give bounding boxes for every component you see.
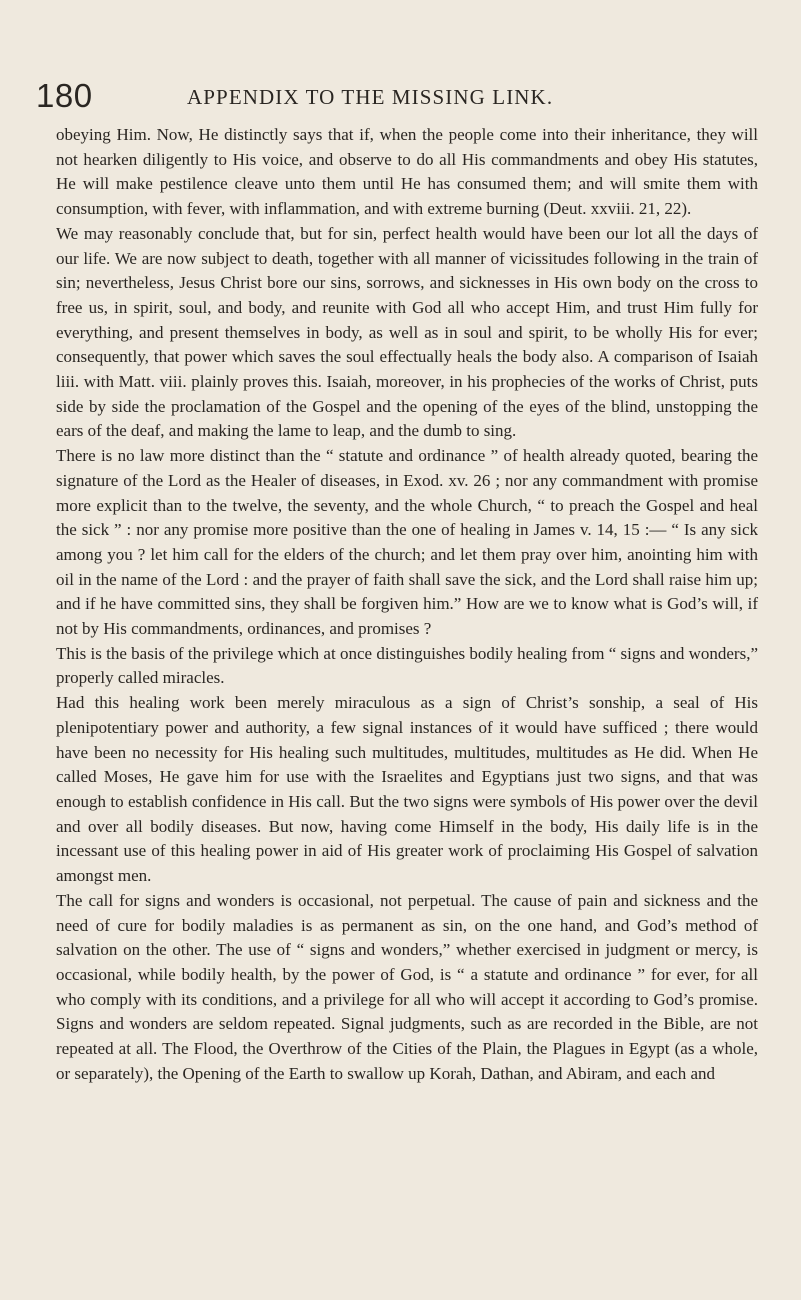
- paragraph: There is no law more distinct than the “ statute and ordinance ” of health already quoted, bearing the signature of the Lord as the Healer of diseases, in Exod. xv. 26 ; nor any commandment with promise more explicit than to the twelve, the seventy, and the whole Church, “ to preach the Gospel and heal the sick ” : nor any promise more positive than the one of healing in James v. 14, 15 :— “ Is any sick among you ? let him call for the elders of the church; and let them pray over him, anointing him with oil in the name of the Lord : and the prayer of faith shall save the sick, and the Lord shall raise him up; and if he have committed sins, they shall be forgiven him.” How are we to know what is God’s will, if not by His commandments, ordinances, and promises ?: [56, 446, 758, 639]
- paragraph: obeying Him. Now, He distinctly says that if, when the people come into their inheritance, they will not hearken diligently to His voice, and observe to do all His commandments and obey His statutes, He will make pestilence cleave unto them until He has consumed them; and will smite them with consumption, with fever, with inflammation, and with extreme burning (Deut. xxviii. 21, 22).: [56, 125, 758, 219]
- running-title: APPENDIX TO THE MISSING LINK.: [187, 85, 554, 109]
- paragraph: Had this healing work been merely miraculous as a sign of Christ’s sonship, a seal of His plenipotentiary power and authority, a few signal instances of it would have sufficed ; there would have been no necessity for His healing such multitudes, multitudes, multitudes as He did. When He called Moses, He gave him for use with the Israelites and Egyptians just two signs, and that was enough to establish confidence in His call. But the two signs were symbols of His power over the devil and over all bodily diseases. But now, having come Himself in the body, His daily life is in the incessant use of this healing power in aid of His greater work of proclaiming His Gospel of salvation amongst men.: [56, 693, 758, 886]
- page-number: 180: [36, 77, 93, 114]
- paragraph: This is the basis of the privilege which at once distinguishes bodily healing from “ signs and wonders,” properly called miracles.: [56, 643, 758, 688]
- body-text: [56, 123, 758, 1086]
- page-header: [36, 76, 736, 116]
- paragraph: We may reasonably conclude that, but for sin, perfect health would have been our lot all the days of our life. We are now subject to death, together with all manner of vicissitudes following in the train of sin; nevertheless, Jesus Christ bore our sins, sorrows, and sicknesses in His own body on the cross to free us, in spirit, soul, and body, and reunite with God all who accept Him, and trust Him fully for everything, and present themselves in body, as well as in soul and spirit, to be wholly His for ever; consequently, that power which saves the soul effectually heals the body also. A comparison of Isaiah liii. with Matt. viii. plainly proves this. Isaiah, moreover, in his prophecies of the works of Christ, puts side by side the proclamation of the Gospel and the opening of the eyes of the blind, unstopping the ears of the deaf, and making the lame to leap, and the dumb to sing.: [56, 223, 758, 441]
- paragraph: The call for signs and wonders is occasional, not perpetual. The cause of pain and sickness and the need of cure for bodily maladies is as permanent as sin, on the one hand, and God’s method of salvation on the other. The use of “ signs and wonders,” whether exercised in judgment or mercy, is occasional, while bodily health, by the power of God, is “ a statute and ordinance ” for ever, for all who comply with its conditions, and a privilege for all who will accept it according to God’s promise. Signs and wonders are seldom repeated. Signal judgments, such as are recorded in the Bible, are not repeated at all. The Flood, the Overthrow of the Cities of the Plain, the Plagues in Egypt (as a whole, or separately), the Opening of the Earth to swallow up Korah, Dathan, and Abiram, and each and: [56, 890, 758, 1083]
